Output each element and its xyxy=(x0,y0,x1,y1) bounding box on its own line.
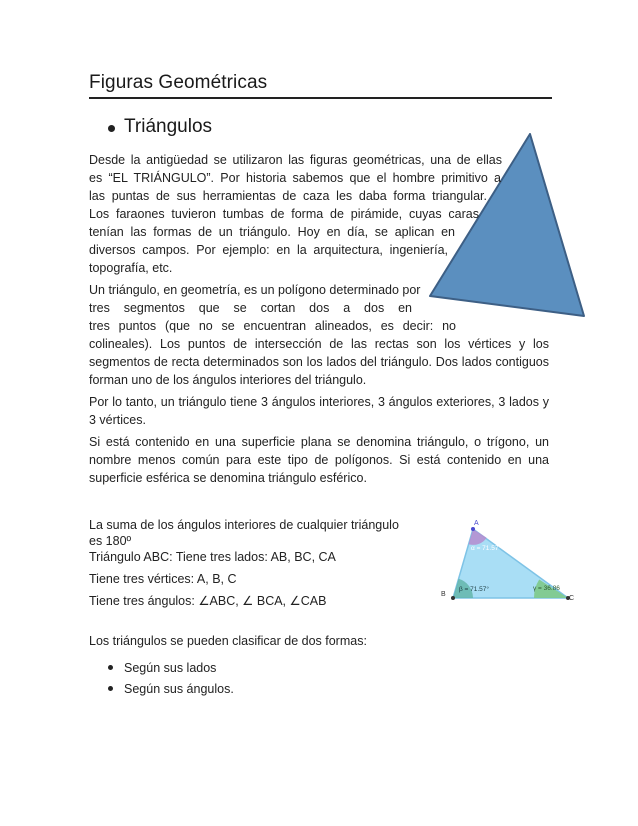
p2-line-1: Un triángulo, en geometría, es un polígono determinado por xyxy=(89,283,421,297)
p2-line-4: colineales). Los puntos de intersección de las rectas son los vértices y los xyxy=(89,337,549,351)
vertex-a-point xyxy=(471,527,475,531)
p4-line-3: superficie esférica se denomina triángulo esférico. xyxy=(89,471,367,485)
p1-line-2: es “EL TRIÁNGULO”. Por historia sabemos que el hombre primitivo a xyxy=(89,171,501,185)
list-item-2: Según sus ángulos. xyxy=(124,682,234,696)
list-item-1: Según sus lados xyxy=(124,661,217,675)
p5-line-2: es 180º xyxy=(89,534,132,548)
vertex-c-label: C xyxy=(569,595,575,602)
p5-line-3: Triángulo ABC: Tiene tres lados: AB, BC, CA xyxy=(89,550,336,564)
angle-c-label: γ = 36.86 xyxy=(533,585,560,592)
p2-line-5: segmentos de recta determinados son los lados del triángulo. Dos lados contiguos xyxy=(89,355,549,369)
p2-line-6: forman uno de los ángulos interiores del triángulo. xyxy=(89,373,367,387)
p5-line-1: La suma de los ángulos interiores de cualquier triángulo xyxy=(89,518,399,532)
angle-a-label: α = 71.57° xyxy=(471,545,502,552)
bullet-icon xyxy=(108,686,113,691)
p1-line-6: diversos campos. Por ejemplo: en la arquitectura, ingeniería, xyxy=(89,243,448,257)
p8-line: Los triángulos se pueden clasificar de dos formas: xyxy=(89,634,367,648)
p1-line-3: las puntas de sus herramientas de caza les daba forma triangular. xyxy=(89,189,487,203)
vertex-a-label: A xyxy=(474,520,479,527)
p2-line-3: tres puntos (que no se encuentran alineados, es decir: no xyxy=(89,319,456,333)
p1-line-1: Desde la antigüedad se utilizaron las figuras geométricas, una de ellas xyxy=(89,153,502,167)
p4-line-1: Si está contenido en una superficie plana se denomina triángulo, o trígono, un xyxy=(89,435,549,449)
title-underline xyxy=(89,97,552,99)
page-title: Figuras Geométricas xyxy=(89,72,268,93)
p3-line-1: Por lo tanto, un triángulo tiene 3 ángulos interiores, 3 ángulos exteriores, 3 lados y xyxy=(89,395,549,409)
p1-line-7: topografía, etc. xyxy=(89,261,173,275)
p1-line-4: Los faraones tuvieron tumbas de forma de pirámide, cuyas caras xyxy=(89,207,479,221)
p6-line: Tiene tres vértices: A, B, C xyxy=(89,572,237,586)
section-title: Triángulos xyxy=(124,116,213,137)
bullet-icon xyxy=(108,665,113,670)
angle-b-label: β = 71.57° xyxy=(459,586,490,593)
bullet-icon xyxy=(108,125,115,132)
vertex-b-point xyxy=(451,596,455,600)
p1-line-5: tenían las formas de un triángulo. Hoy en día, se aplican en xyxy=(89,225,455,239)
p2-line-2: tres segmentos que se cortan dos a dos en xyxy=(89,301,412,315)
vertex-b-label: B xyxy=(441,591,446,598)
p3-line-2: 3 vértices. xyxy=(89,413,146,427)
p4-line-2: nombre menos común para este tipo de polígonos. Si está contenido en una xyxy=(89,453,549,467)
p7-line: Tiene tres ángulos: ∠ABC, ∠ BCA, ∠CAB xyxy=(89,594,327,608)
triangle-abc-diagram xyxy=(436,516,586,606)
